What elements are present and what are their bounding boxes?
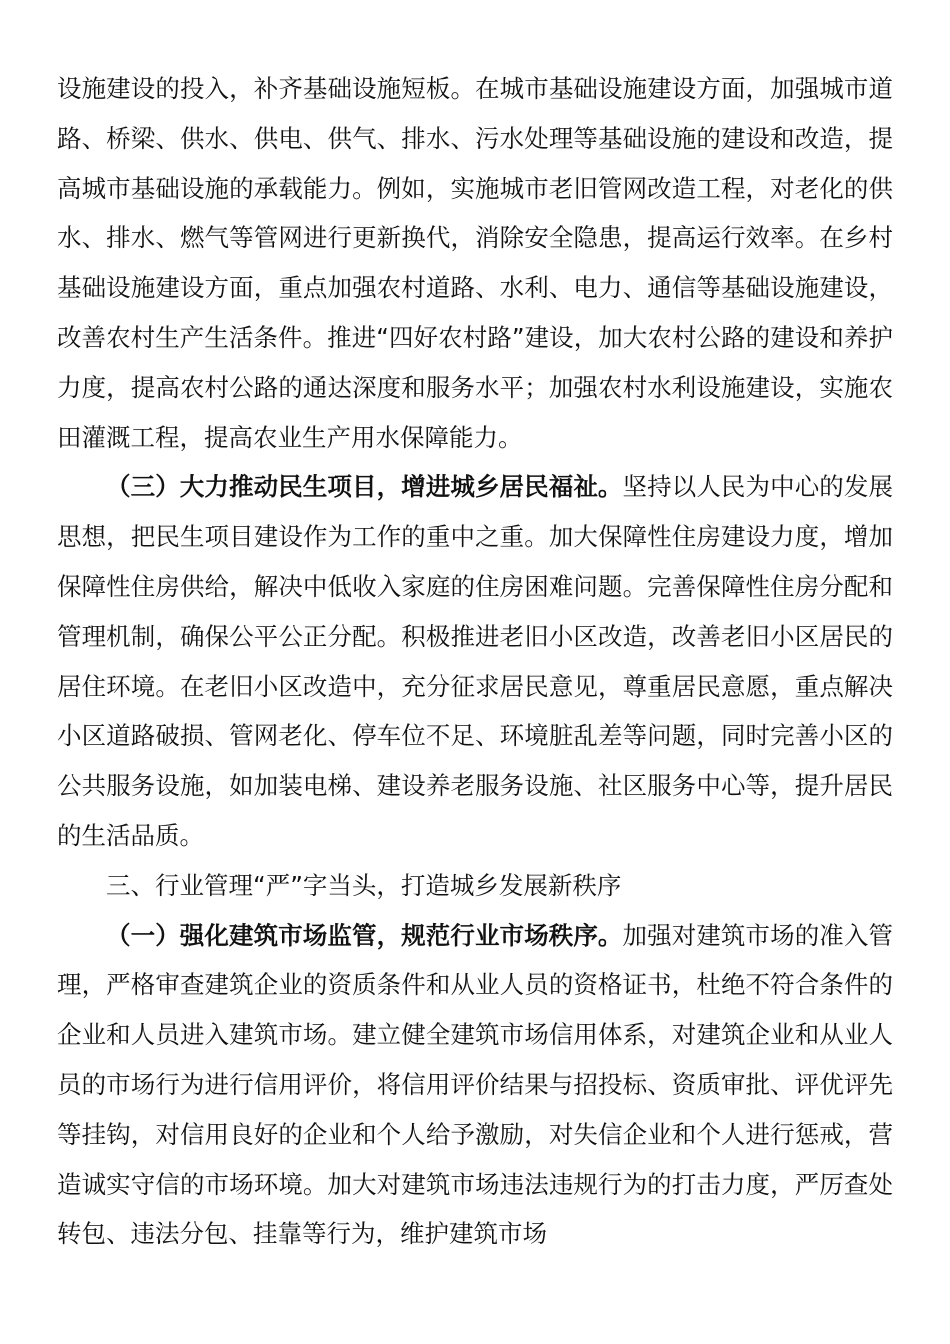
- paragraph-infrastructure: [57, 64, 893, 462]
- paragraph-text: 坚持以人民为中心的发展思想，把民生项目建设作为工作的重中之重。加大保障性住房建设力度，增加保障性住房供给，解决中低收入家庭的住房困难问题。完善保障性住房分配和管理机制，确保公平公正分配。积极推进老旧小区改造，改善老旧小区居民的居住环境。在老旧小区改造中，充分征求居民意见，尊重居民意愿，重点解决小区道路破损、管网老化、停车位不足、环境脏乱差等问题，同时完善小区的公共服务设施，如加装电梯、建设养老服务设施、社区服务中心等，提升居民的生活品质。: [57, 472, 893, 850]
- paragraph-text: 加强对建筑市场的准入管理，严格审查建筑企业的资质条件和从业人员的资格证书，杜绝不符合条件的企业和人员进入建筑市场。建立健全建筑市场信用体系，对建筑企业和从业人员的市场行为进行信用评价，将信用评价结果与招投标、资质审批、评优评先等挂钩，对信用良好的企业和个人给予激励，对失信企业和个人进行惩戒，营造诚实守信的市场环境。加大对建筑市场违法违规行为的打击力度，严厉查处转包、违法分包、挂靠等行为，维护建筑市场: [57, 920, 893, 1249]
- paragraph-livelihood-projects: [57, 462, 893, 860]
- document-page: [57, 64, 893, 1259]
- section-heading-text: 三、行业管理“严”字当头，打造城乡发展新秩序: [106, 870, 622, 900]
- paragraph-text: 设施建设的投入，补齐基础设施短板。在城市基础设施建设方面，加强城市道路、桥梁、供水、供电、供气、排水、污水处理等基础设施的建设和改造，提高城市基础设施的承载能力。例如，实施城市老旧管网改造工程，对老化的供水、排水、燃气等管网进行更新换代，消除安全隐患，提高运行效率。在乡村基础设施建设方面，重点加强农村道路、水利、电力、通信等基础设施建设，改善农村生产生活条件。推进“四好农村路”建设，加大农村公路的建设和养护力度，提高农村公路的通达深度和服务水平；加强农村水利设施建设，实施农田灌溉工程，提高农业生产用水保障能力。: [57, 74, 893, 452]
- paragraph-heading: （三）大力推动民生项目，增进城乡居民福祉。: [106, 472, 623, 502]
- section-heading-industry-management: [57, 861, 893, 911]
- paragraph-construction-market: [57, 911, 893, 1260]
- paragraph-heading: （一）强化建筑市场监管，规范行业市场秩序。: [106, 920, 623, 950]
